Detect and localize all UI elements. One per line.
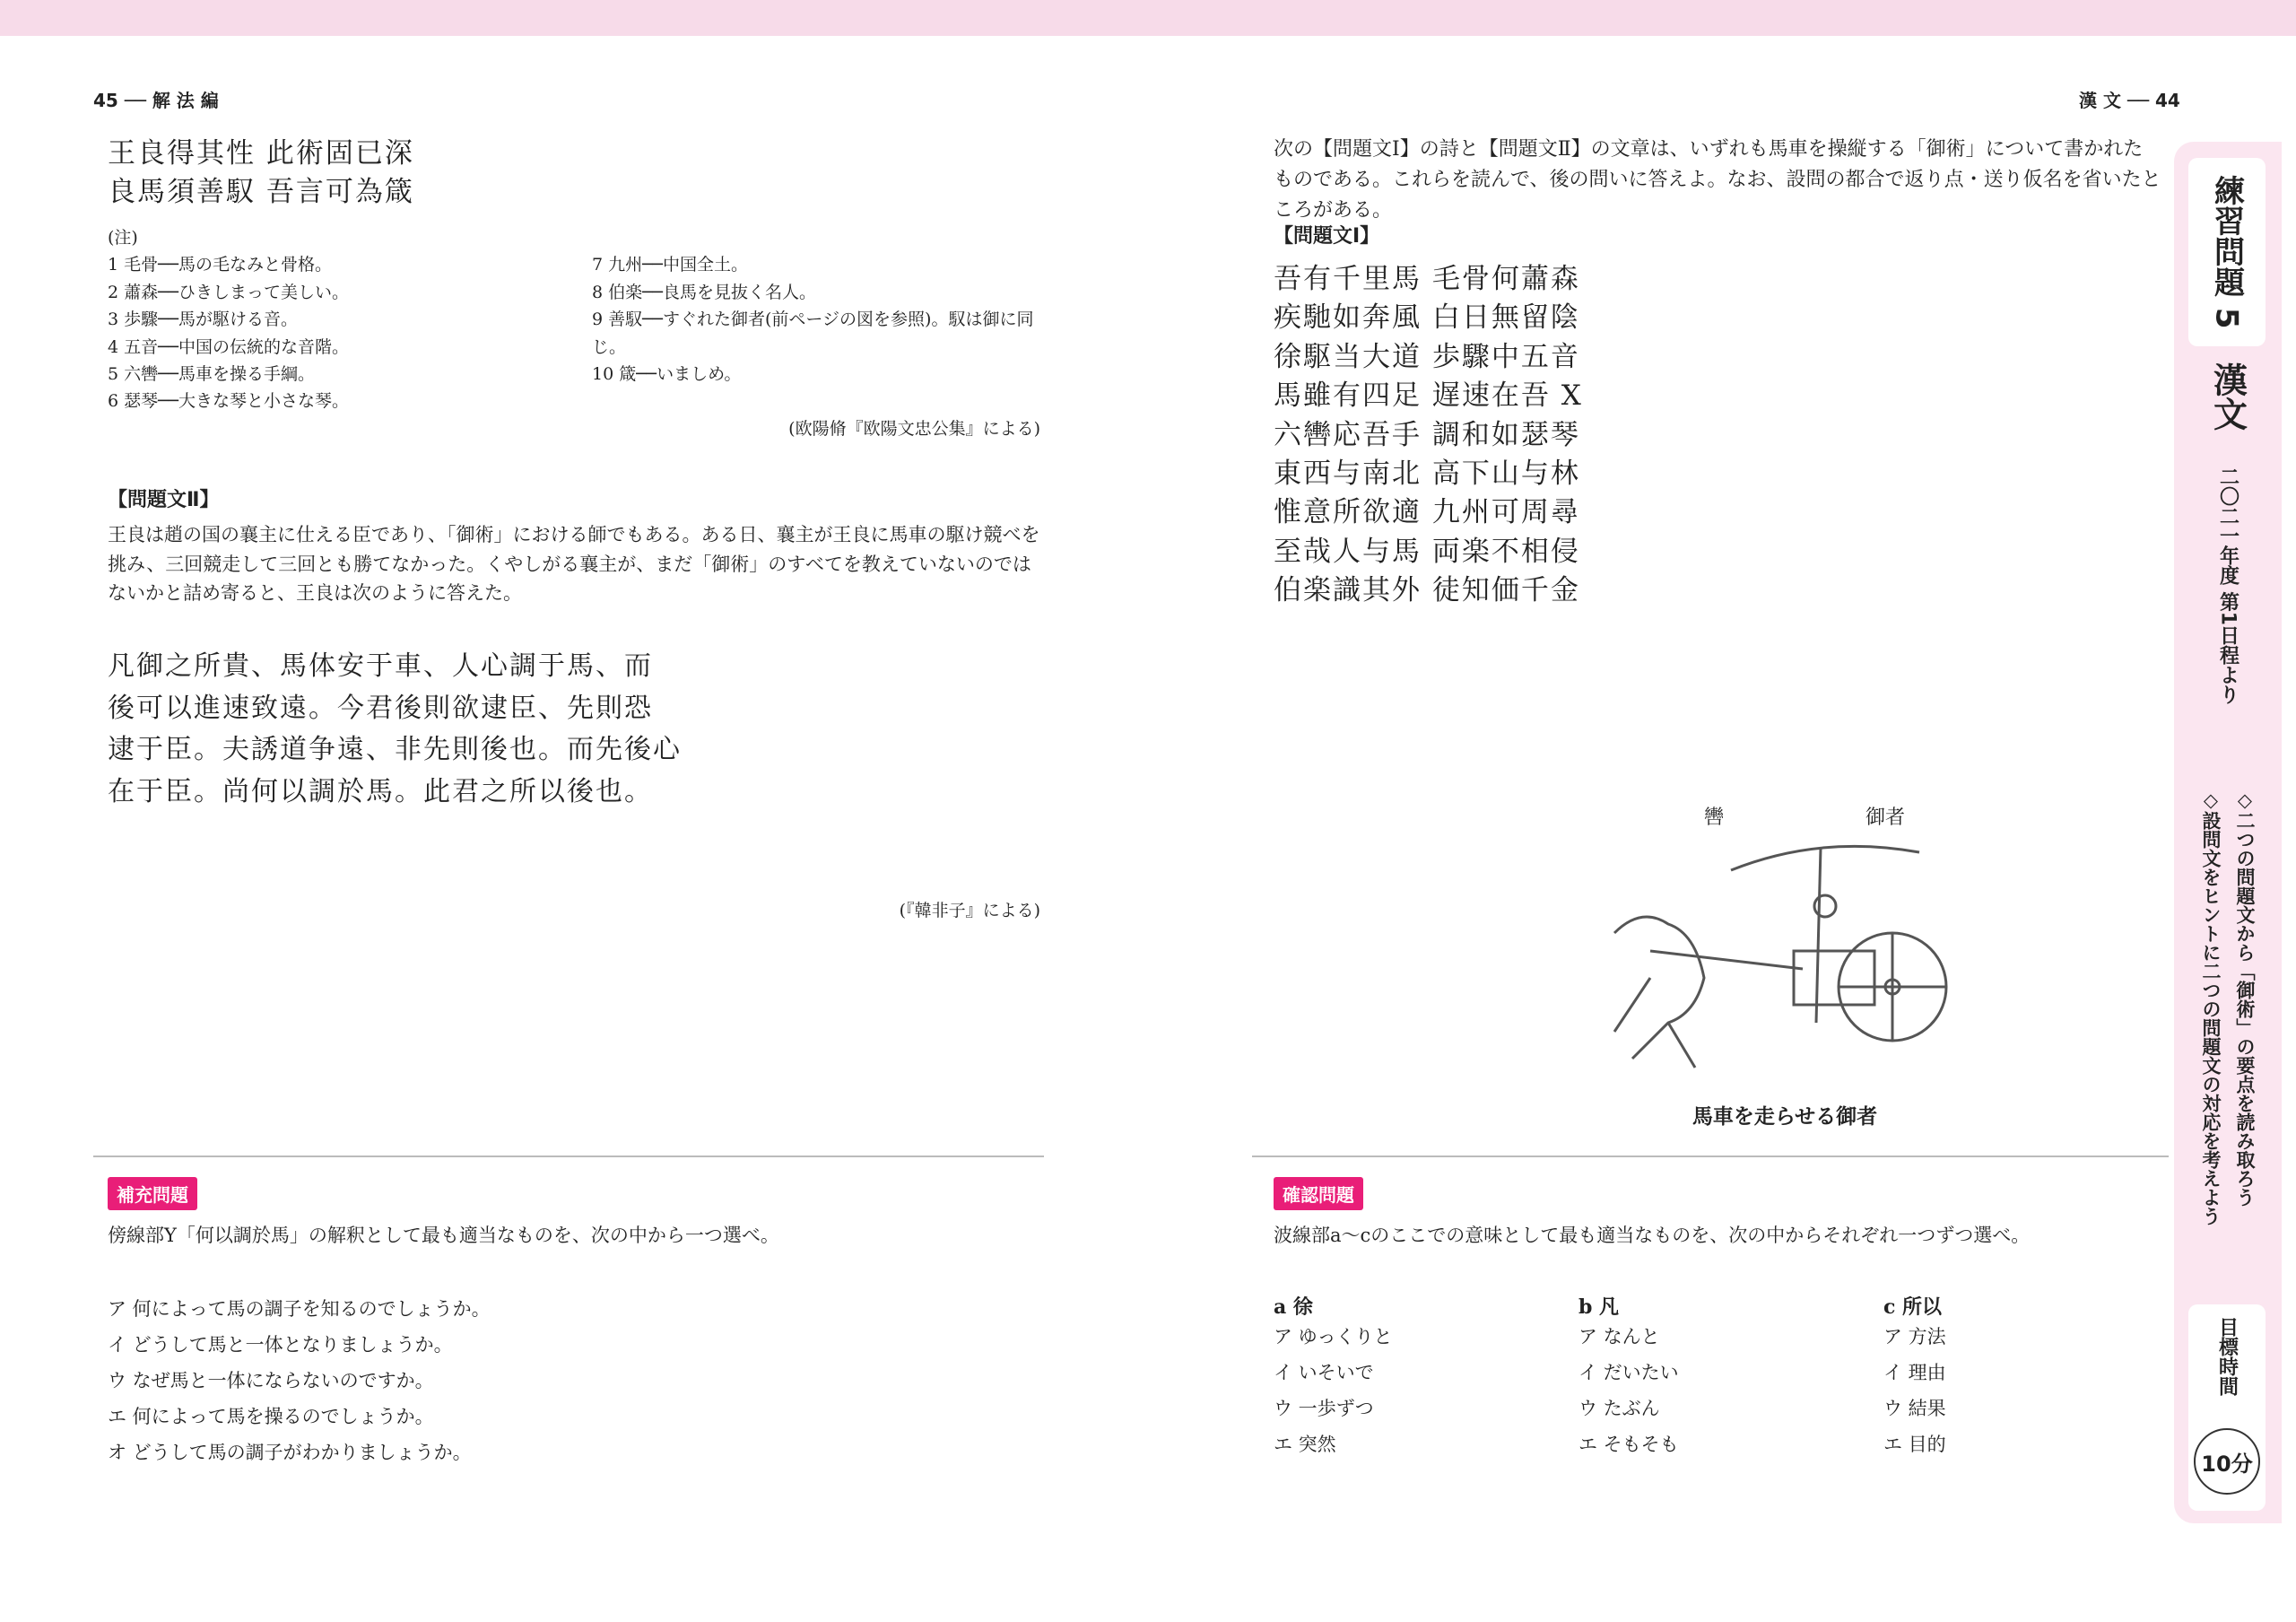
poem-line: 良馬須善馭 吾言可為箴 xyxy=(108,176,414,209)
confirm-choice-groups xyxy=(1274,1292,2161,1463)
left-page-number: 45 ── 解 法 編 xyxy=(93,90,219,111)
note-item: 3 歩驟──馬が駆ける音。 xyxy=(108,310,299,330)
right-divider xyxy=(1252,1155,2169,1157)
choice-option[interactable]: オ どうして馬の調子がわかりましょうか。 xyxy=(108,1441,472,1463)
text2-summary: 王良は趙の国の襄主に仕える臣であり、「御術」における師でもある。ある日、襄主が王良に馬車の駆け競べを挑み、三回競走して三回とも勝てなかった。くやしがる襄主が、まだ「御術」のすべてを教えていないのではないかと詰め寄ると、王良は次のように答えた。 xyxy=(108,524,1040,605)
right-page-number: 漢 文 ── 44 xyxy=(2079,90,2180,111)
choice-group-c xyxy=(1883,1292,2161,1463)
choice-option[interactable]: イ どうして馬と一体となりましょうか。 xyxy=(108,1333,453,1356)
choice-option[interactable]: ア なんと xyxy=(1578,1326,1660,1347)
note-item: 6 瑟琴──大きな琴と小さな琴。 xyxy=(108,391,350,412)
subject-label: 漢文 xyxy=(2207,362,2248,431)
text1-poem xyxy=(1274,260,2161,611)
label-driver: 御者 xyxy=(1866,807,1906,829)
choice-group-a xyxy=(1274,1292,1552,1463)
notes-label: (注) xyxy=(108,228,138,248)
choice-option[interactable]: ア ゆっくりと xyxy=(1274,1326,1393,1347)
illustration-caption: 馬車を走らせる御者 xyxy=(1692,1105,1878,1129)
choice-option[interactable]: エ 何によって馬を操るのでしょうか。 xyxy=(108,1405,434,1427)
supp-question-label: 補充問題 xyxy=(108,1177,197,1210)
supp-question-text: 傍線部Y「何以調於馬」の解釈として最も適当なものを、次の中から一つ選べ。 xyxy=(108,1225,779,1246)
tips-list xyxy=(2185,789,2271,1292)
prose-line: 在于臣。尚何以調於馬。此君之所以後也。 xyxy=(108,775,653,807)
poem-line: 六轡応吾手 調和如瑟琴 xyxy=(1274,418,1580,451)
text1-title: 【問題文Ⅰ】 xyxy=(1274,225,1380,248)
choice-key: c 所以 xyxy=(1883,1295,1943,1319)
choice-option[interactable]: イ いそいで xyxy=(1274,1361,1374,1383)
choice-option[interactable]: ウ なぜ馬と一体にならないのですか。 xyxy=(108,1369,434,1391)
top-color-band xyxy=(0,0,2296,36)
choice-option[interactable]: ウ 一歩ずつ xyxy=(1274,1397,1374,1419)
poem-line: 王良得其性 此術固已深 xyxy=(108,137,414,170)
note-item: 10 箴──いましめ。 xyxy=(592,363,742,384)
choice-option[interactable]: ア 方法 xyxy=(1883,1326,1946,1347)
text1-poem-continued xyxy=(108,135,1040,213)
poem-line: 疾馳如奔風 白日無留陰 xyxy=(1274,301,1580,335)
confirm-question-label: 確認問題 xyxy=(1274,1177,1363,1210)
note-item: 8 伯楽──良馬を見抜く名人。 xyxy=(592,282,817,302)
carriage-illustration xyxy=(1596,798,1973,1139)
choice-option[interactable]: イ 理由 xyxy=(1883,1361,1946,1383)
poem-line: 馬雖有四足 遅速在吾 X xyxy=(1274,379,1583,413)
poem-line: 至哉人与馬 両楽不相侵 xyxy=(1274,535,1580,568)
choice-option[interactable]: エ 目的 xyxy=(1883,1433,1946,1455)
carriage-drawing xyxy=(1596,798,1973,1094)
prose-line: 逮于臣。夫誘道争遠、非先則後也。而先後心 xyxy=(108,734,682,765)
choice-option[interactable]: イ だいたい xyxy=(1578,1361,1679,1383)
intro-text: 次の【問題文Ⅰ】の詩と【問題文Ⅱ】の文章は、いずれも馬車を操縦する「御術」について書かれたものである。これらを読んで、後の問いに答えよ。なお、設問の都合で返り点・送り仮名を省いたところがある。 xyxy=(1274,138,2161,222)
choice-key: b 凡 xyxy=(1578,1295,1620,1319)
exercise-badge: 練習問題 5 xyxy=(2188,158,2266,346)
poem-line: 伯楽識其外 徒知価千金 xyxy=(1274,574,1580,607)
poem-line: 吾有千里馬 毛骨何蕭森 xyxy=(1274,263,1580,295)
poem-line: 東西与南北 高下山与林 xyxy=(1274,457,1580,490)
choice-option[interactable]: エ そもそも xyxy=(1578,1433,1679,1455)
choice-option[interactable]: エ 突然 xyxy=(1274,1433,1336,1455)
note-item: 4 五音──中国の伝統的な音階。 xyxy=(108,336,350,357)
target-time-value: 10分 xyxy=(2194,1428,2260,1495)
note-item: 1 毛骨──馬の毛なみと骨格。 xyxy=(108,255,333,275)
text2-body xyxy=(108,646,1040,813)
choice-group-b xyxy=(1578,1292,1857,1463)
tip-item: ◇二つの問題文から「御術」の要点を読み取ろう xyxy=(2234,789,2256,1207)
text2-title: 【問題文Ⅱ】 xyxy=(108,489,220,511)
label-bridle: 轡 xyxy=(1704,807,1725,829)
year-label: 二〇二一年度 第1日程より xyxy=(2216,467,2239,704)
notes-source: (欧陽脩『欧陽文忠公集』による) xyxy=(788,418,1040,439)
notes-block xyxy=(108,224,1040,442)
choice-option[interactable]: ウ 結果 xyxy=(1883,1397,1946,1419)
choice-key: a 徐 xyxy=(1274,1295,1313,1319)
poem-line: 惟意所欲適 九州可周尋 xyxy=(1274,496,1580,529)
note-item: 2 蕭森──ひきしまって美しい。 xyxy=(108,282,350,302)
left-divider xyxy=(93,1155,1044,1157)
supp-choices xyxy=(108,1292,1040,1470)
tip-item: ◇設問文をヒントに二つの問題文の対応を考えよう xyxy=(2200,789,2222,1225)
text2-source: (『韓非子』による) xyxy=(899,901,1040,920)
note-item: 5 六轡──馬車を操る手綱。 xyxy=(108,363,316,384)
poem-line: 徐駆当大道 歩驟中五音 xyxy=(1274,340,1580,373)
target-time-box: 目標時間 10分 xyxy=(2188,1304,2266,1511)
choice-option[interactable]: ウ たぶん xyxy=(1578,1397,1660,1419)
choice-option[interactable]: ア 何によって馬の調子を知るのでしょうか。 xyxy=(108,1298,491,1320)
prose-line: 凡御之所貴、馬体安于車、人心調于馬、而 xyxy=(108,650,653,682)
confirm-question-text: 波線部a〜cのここでの意味として最も適当なものを、次の中からそれぞれ一つずつ選べ。 xyxy=(1274,1225,2031,1246)
note-item: 9 善馭──すぐれた御者(前ページの図を参照)。馭は御に同じ。 xyxy=(592,310,1034,357)
prose-line: 後可以進速致遠。今君後則欲逮臣、先則恐 xyxy=(108,692,653,724)
note-item: 7 九州──中国全土。 xyxy=(592,255,749,275)
